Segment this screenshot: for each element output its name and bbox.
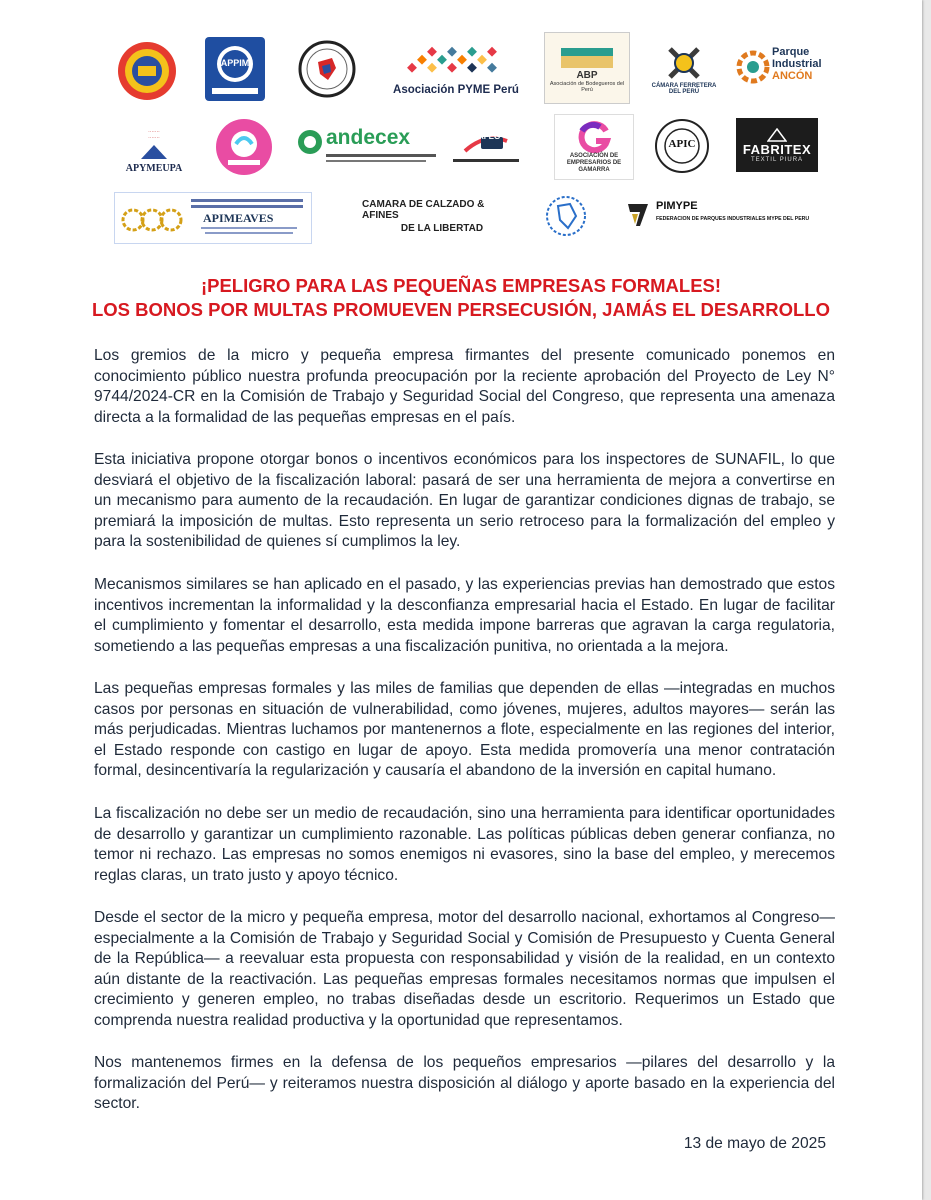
blue-map-logo bbox=[544, 194, 588, 238]
title-line-2: LOS BONOS POR MULTAS PROMUEVEN PERSECUSIÓN, JAMÁS EL DESARROLLO bbox=[91, 299, 830, 320]
afeg-text: AFEG bbox=[478, 132, 501, 141]
appim-logo-text: APPIM bbox=[220, 58, 250, 68]
pimype-sub: FEDERACION DE PARQUES INDUSTRIALES MYPE DEL PERU bbox=[656, 216, 810, 222]
camara-ferretera-logo bbox=[648, 36, 720, 102]
parque-huaycan-logo bbox=[116, 38, 178, 104]
paragraph-2: Esta iniciativa propone otorgar bonos o incentivos económicos para los inspectores de SUNAFIL, lo que desviará el objetivo de la fiscalización laboral: pasará de ser una herramienta de mejora a convertirse en un mecanismo para aumento de la recaudación. En lugar de garantizar condiciones dignas de trabajo, se premiará la imposición de multas. Esto representa un serio retroceso para la formalización del empleo y para la sostenibilidad de quienes sí cumplimos la ley. bbox=[94, 451, 835, 551]
camara-calzado-line2: DE LA LIBERTAD bbox=[400, 222, 484, 234]
ancon-line1: Parque bbox=[772, 46, 810, 58]
abp-logo-text: ABP bbox=[576, 69, 598, 81]
apymeupa-logo: ······· ······· APYMEUPA bbox=[125, 128, 183, 174]
apimeaves-text: APIMEAVES bbox=[203, 211, 274, 225]
andecex-text: andecex bbox=[326, 126, 411, 149]
camara-calzado-line1: CAMARA DE CALZADO & AFINES bbox=[362, 198, 485, 221]
parque-industrial-ancon-logo bbox=[736, 40, 824, 96]
abp-logo bbox=[544, 32, 630, 104]
pimype-logo bbox=[626, 196, 822, 236]
title-line-1: ¡PELIGRO PARA LAS PEQUEÑAS EMPRESAS FORMALES! bbox=[200, 275, 722, 296]
gamarra-logo bbox=[554, 114, 634, 180]
paragraph-5: La fiscalización no debe ser un medio de recaudación, sino una herramienta para identificar oportunidades de desarrollo y garantizar un cumplimiento razonable. Las políticas públicas deben generar confianza, no temor ni rechazo. Las empresas no somos enemigos ni evasores, sino la base del empleo, y merecemos reglas claras, un trato justo y apoyo técnico. bbox=[94, 805, 835, 884]
gamarra-text: ASOCIACIÓN DE EMPRESARIOS DE GAMARRA bbox=[566, 152, 622, 173]
logo-row-1 bbox=[0, 30, 922, 110]
date: 13 de mayo de 2025 bbox=[683, 1135, 826, 1152]
paragraph-4: Las pequeñas empresas formales y las miles de familias que dependen de ellas —integradas en muchos casos por personas en situación de vulnerabilidad, como jóvenes, mujeres, adultos mayores— serán las más perjudicadas. Mientras luchamos por mantenernos a flote, especialmente en las regiones del interior, el Estado responde con castigo en lugar de apoyo. Esta medida promovería una menor contratación formal, desincentivaría la regularización y causaría el abandono de la inversión en capital humano. bbox=[94, 680, 835, 780]
pink-circle-logo bbox=[214, 116, 274, 178]
appim-logo bbox=[204, 36, 266, 102]
paragraph-6: Desde el sector de la micro y pequeña empresa, motor del desarrollo nacional, exhortamos al Congreso— especialmente a la Comisión de Trabajo y Seguridad Social y Comisión de Presupuesto y Cuenta General de la República— a reevaluar esta propuesta con responsabilidad y visión de la realidad, en un contexto aún distante de la reactivación. Las pequeñas empresas formales necesitamos normas que impulsen el crecimiento y generen empleo, no trabas diseñadas desde un escritorio. Requerimos un Estado que comprenda nuestra realidad productiva y la oportunidad que representamos. bbox=[94, 909, 835, 1029]
abp-logo-sub: Asociación de Bodegueros del Perú bbox=[549, 80, 625, 93]
pimype-text: PIMYPE bbox=[656, 200, 698, 212]
paragraph-1: Los gremios de la micro y pequeña empresa firmantes del presente comunicado ponemos en conocimiento público nuestra profunda preocupación por la reciente aprobación del Proyecto de Ley N° 9744/2024-CR en la Comisión de Trabajo y Seguridad Social del Congreso, que representa una amenaza directa a la formalidad de las pequeñas empresas en el país. bbox=[94, 347, 835, 426]
camara-ferretera-text: CÁMARA FERRETERA DEL PERÚ bbox=[651, 83, 717, 95]
paragraph-3: Mecanismos similares se han aplicado en el pasado, y las experiencias previas han demostrado que estos incentivos incrementan la informalidad y la desconfianza empresarial hacia el Estado. En lugar de facilitar el cumplimiento y fomentar el desarrollo, esta medida impone barreras que agravan la carga regulatoria, sometiendo a las pequeñas empresas a una fiscalización punitiva, no orientada a la mejora. bbox=[94, 576, 835, 655]
peru-circle-logo bbox=[298, 40, 356, 98]
logo-row-3 bbox=[0, 186, 922, 266]
asociacion-pyme-peru-text: Asociación PYME Perú bbox=[393, 84, 519, 96]
apic-logo bbox=[654, 118, 710, 174]
afeg-logo bbox=[450, 124, 522, 168]
apic-text: APIC bbox=[668, 138, 696, 150]
ancon-line3: ANCÓN bbox=[772, 70, 813, 82]
fabritex-text: FABRITEX bbox=[742, 141, 812, 157]
camara-calzado-logo bbox=[362, 194, 522, 238]
paragraph-7: Nos mantenemos firmes en la defensa de los pequeños empresarios —pilares del desarrollo y la formalización del Perú— y reiteramos nuestra disposición al diálogo y aporte basado en la experiencia del sector. bbox=[94, 1054, 835, 1113]
andecex-logo bbox=[296, 124, 442, 170]
logo-row-2 bbox=[0, 110, 922, 190]
apymeupa-text: APYMEUPA bbox=[125, 162, 183, 174]
asociacion-pyme-peru-logo bbox=[388, 36, 524, 102]
fabritex-sub: TEXTIL PIURA bbox=[750, 156, 804, 163]
fabritex-logo bbox=[736, 118, 818, 172]
apimeaves-logo bbox=[114, 192, 312, 244]
ancon-line2: Industrial bbox=[772, 58, 822, 70]
